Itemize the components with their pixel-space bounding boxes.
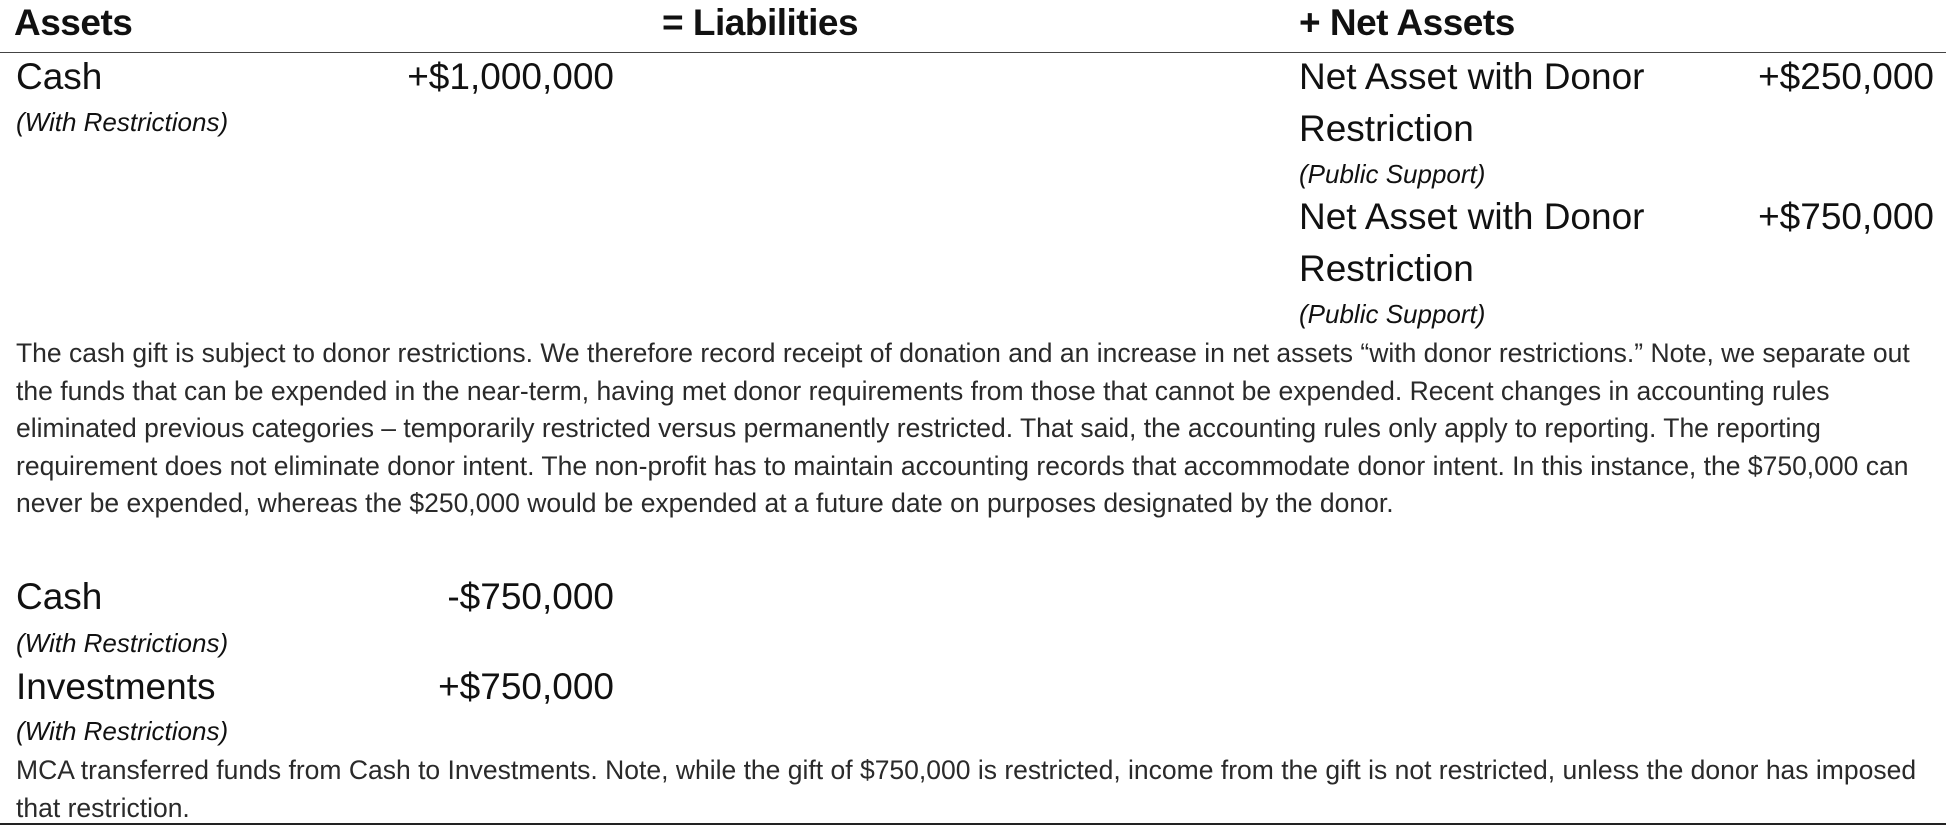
entry1-net-asset-2-label-line2: Restriction (1299, 248, 1474, 289)
entry1-asset-amount: +$1,000,000 (407, 56, 614, 97)
entry2-asset-2-label: Investments (16, 666, 216, 707)
bottom-divider (0, 823, 1946, 825)
header-divider (0, 52, 1946, 53)
entry2-asset-1-amount: -$750,000 (447, 576, 614, 617)
entry1-net-asset-2-label-line1: Net Asset with Donor (1299, 196, 1645, 237)
entry2-asset-1-label: Cash (16, 576, 103, 617)
entry1-net-asset-1-amount: +$250,000 (1758, 56, 1934, 97)
entry2-asset-2-note: (With Restrictions) (16, 716, 229, 746)
entry2-asset-1-note: (With Restrictions) (16, 628, 229, 658)
entry1-net-asset-1-label-line2: Restriction (1299, 108, 1474, 149)
net-assets-column-header: + Net Assets (1299, 2, 1515, 43)
entry2-description: MCA transferred funds from Cash to Investments. Note, while the gift of $750,000 is restricted, income from the gift is not restricted, unless the donor has imposed that restriction. (16, 755, 1917, 823)
assets-column-header: Assets (14, 2, 133, 43)
liabilities-column-header: = Liabilities (662, 2, 859, 43)
entry1-asset-note: (With Restrictions) (16, 107, 229, 137)
entry1-net-asset-1-label-line1: Net Asset with Donor (1299, 56, 1645, 97)
entry2-asset-2-amount: +$750,000 (438, 666, 614, 707)
entry1-net-asset-2-note: (Public Support) (1299, 299, 1486, 329)
entry1-net-asset-2-amount: +$750,000 (1758, 196, 1934, 237)
entry1-description: The cash gift is subject to donor restrictions. We therefore record receipt of donation and an increase in net assets “with donor restrictions.” Note, we separate out the funds that can be expended in the near-term, having met donor requirements from those that cannot be expended. Recent changes in accounting rules eliminated previous categories – temporarily restricted versus permanently restricted. That said, the accounting rules only apply to reporting. The reporting requirement does not eliminate donor intent. The non-profit has to maintain accounting records that accommodate donor intent. In this instance, the $750,000 can never be expended, whereas the $250,000 would be expended at a future date on purposes designated by the donor. (16, 338, 1910, 518)
entry1-asset-label: Cash (16, 56, 103, 97)
entry1-net-asset-1-note: (Public Support) (1299, 159, 1486, 189)
